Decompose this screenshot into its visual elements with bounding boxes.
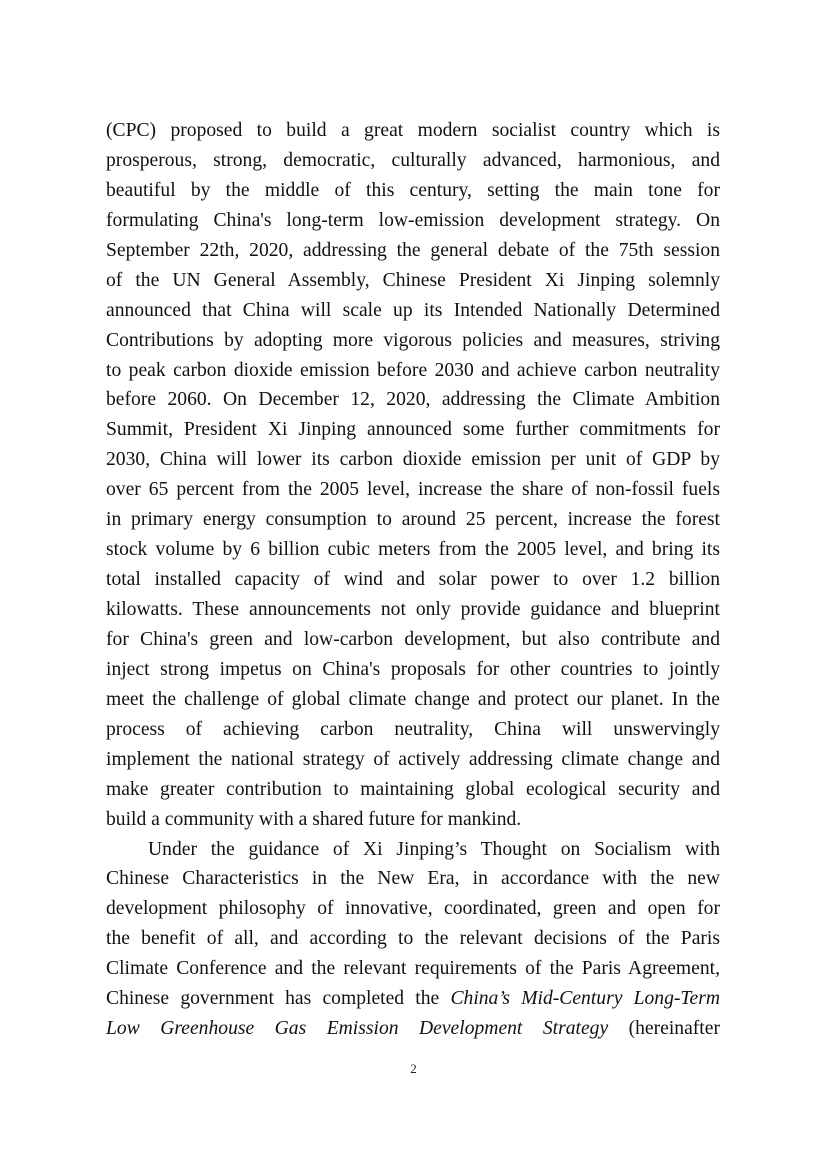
paragraph-2 [106,835,720,1045]
text-line: inject strong impetus on China's proposals for other countries to jointly [106,658,720,680]
text-line: Under the guidance of Xi Jinping’s Thought on Socialism with [148,838,720,860]
text-line: development philosophy of innovative, coordinated, green and open for [106,898,720,920]
text-run: Chinese government has completed the [106,988,451,1010]
text-line [106,984,720,1014]
text-line: stock volume by 6 billion cubic meters from the 2005 level, and bring its [106,539,720,561]
text-line: (CPC) proposed to build a great modern socialist country which is [106,120,720,141]
text-line: for China's green and low-carbon development, but also contribute and [106,628,720,650]
text-line: September 22th, 2020, addressing the general debate of the 75th session [106,239,720,261]
paragraph-1 [106,116,720,835]
text-line: total installed capacity of wind and solar power to over 1.2 billion [106,569,720,591]
text-run: (hereinafter [608,1018,720,1040]
document-title-italic: Low Greenhouse Gas Emission Development Strategy [106,1018,609,1040]
text-line: kilowatts. These announcements not only provide guidance and blueprint [106,599,720,620]
text-line: Climate Conference and the relevant requirements of the Paris Agreement, [106,958,720,980]
document-title-italic: China’s Mid-Century Long-Term [450,988,721,1010]
body-text [106,116,720,1044]
page-number: 2 [410,1061,417,1076]
text-line: implement the national strategy of actively addressing climate change and [106,748,720,770]
text-line: formulating China's long-term low-emission development strategy. On [106,209,720,231]
text-line: build a community with a shared future for mankind. [106,808,522,830]
text-line: Contributions by adopting more vigorous policies and measures, striving [106,329,720,351]
text-line: before 2060. On December 12, 2020, addressing the Climate Ambition [106,389,720,411]
text-line: announced that China will scale up its Intended Nationally Determined [106,299,720,321]
text-line: Chinese Characteristics in the New Era, in accordance with the new [106,868,720,890]
text-line: beautiful by the middle of this century, setting the main tone for [106,179,720,201]
text-line: over 65 percent from the 2005 level, increase the share of non-fossil fuels [106,479,720,501]
text-line: of the UN General Assembly, Chinese President Xi Jinping solemnly [106,269,720,291]
text-line: Summit, President Xi Jinping announced some further commitments for [106,419,720,441]
text-line: prosperous, strong, democratic, culturally advanced, harmonious, and [106,149,720,171]
text-line [106,1014,720,1044]
text-line: meet the challenge of global climate change and protect our planet. In the [106,688,720,710]
text-line: make greater contribution to maintaining global ecological security and [106,778,720,800]
text-line: the benefit of all, and according to the relevant decisions of the Paris [106,928,720,950]
text-line: to peak carbon dioxide emission before 2030 and achieve carbon neutrality [106,359,720,381]
text-line: 2030, China will lower its carbon dioxide emission per unit of GDP by [106,449,720,471]
text-line: in primary energy consumption to around 25 percent, increase the forest [106,509,720,531]
text-line: process of achieving carbon neutrality, China will unswervingly [106,718,720,740]
